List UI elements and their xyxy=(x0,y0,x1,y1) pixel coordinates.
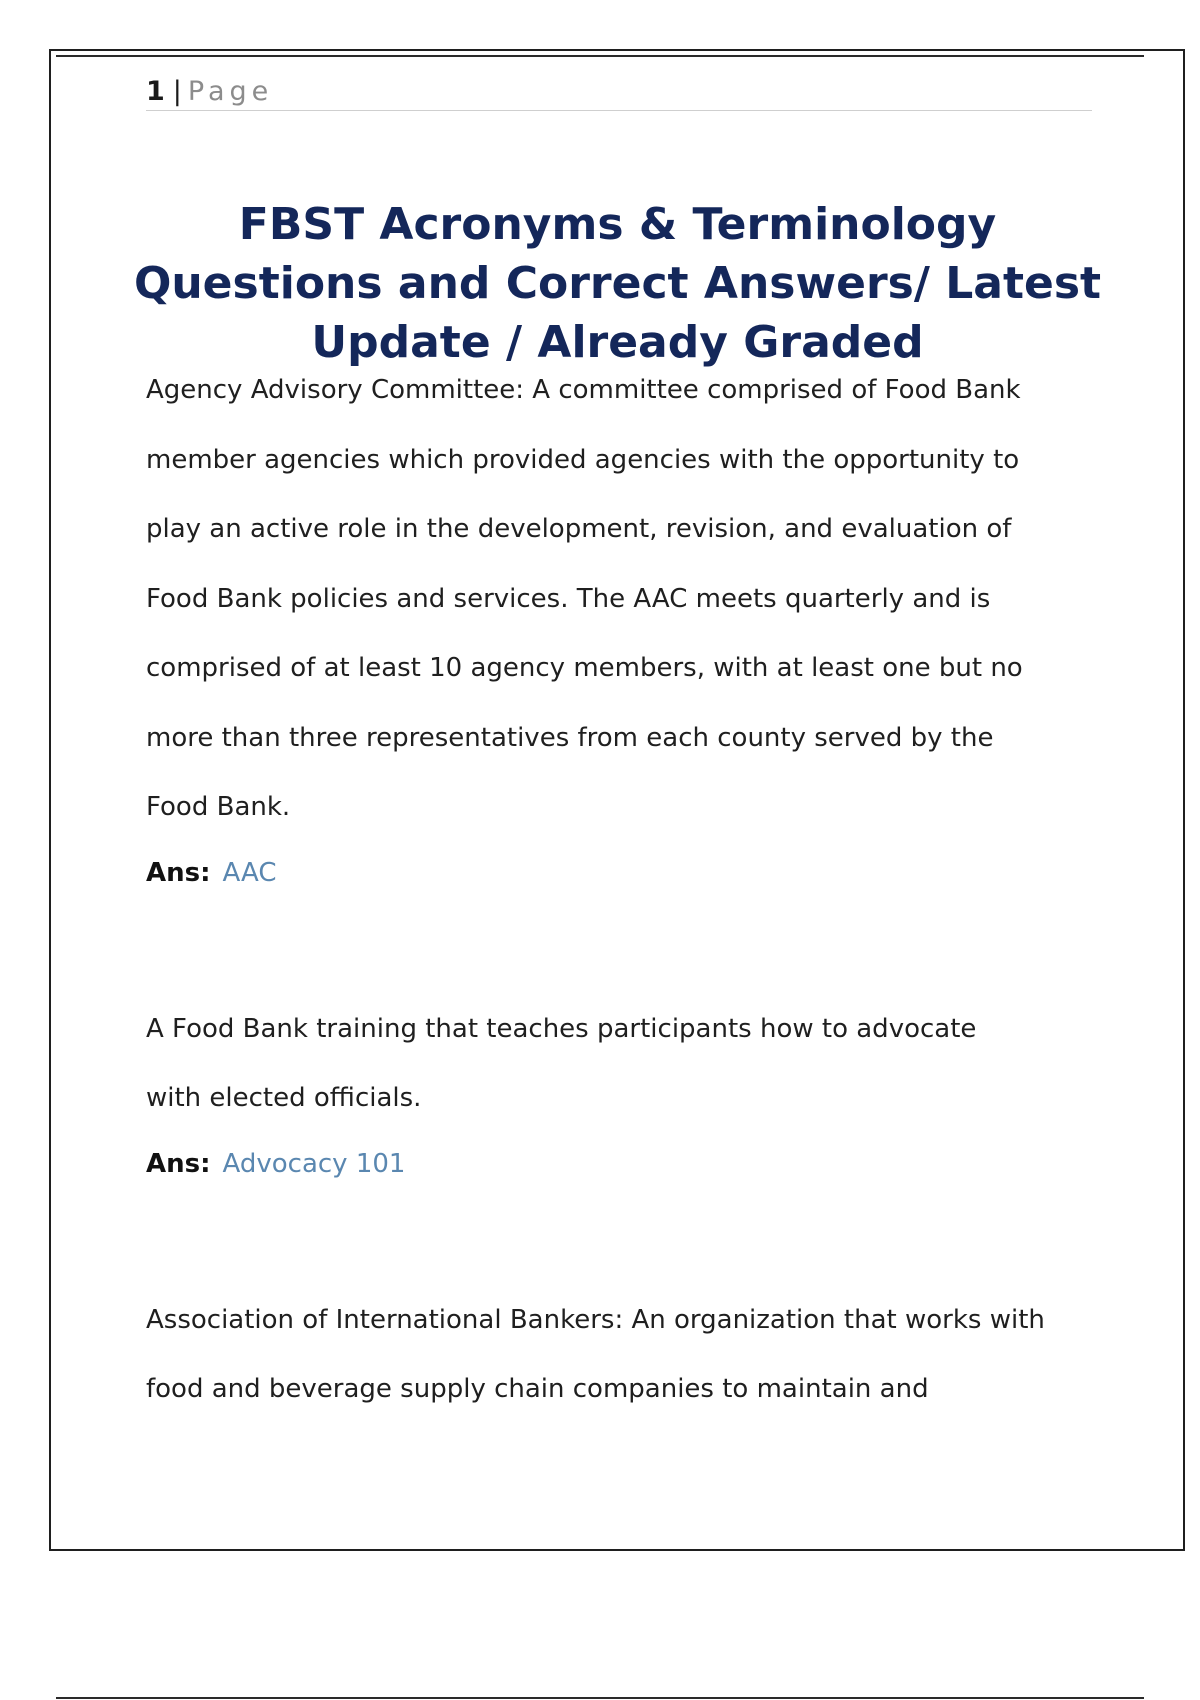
page-label: Page xyxy=(187,76,274,107)
question-text: A Food Bank training that teaches participants how to advocate with elected officials. xyxy=(146,1013,977,1113)
answer-line xyxy=(146,1144,1106,1184)
answer-value: AAC xyxy=(222,857,277,888)
page-number: 1 xyxy=(146,76,165,107)
spacer xyxy=(146,1184,1106,1286)
page-header xyxy=(146,74,1092,111)
question-text: Agency Advisory Committee: A committee comprised of Food Bank member agencies which provided agencies with the opportunity to play an active role in the development, revision, and evaluation of Food Bank policies and services. The AAC meets quarterly and is comprised of at least 10 agency members, with at least one but no more than three representatives from each county served by the Food Bank. xyxy=(146,375,1023,822)
page-separator: | xyxy=(172,76,182,107)
qa-entry-1 xyxy=(146,356,1106,893)
answer-label: Ans: xyxy=(146,857,211,888)
answer-line xyxy=(146,853,1106,893)
next-page-top-rule xyxy=(56,1697,1144,1699)
spacer xyxy=(146,893,1106,995)
question-text: Association of International Bankers: An organization that works with food and beverage supply chain companies to maintain and xyxy=(146,1304,1045,1404)
document-title: FBST Acronyms & Terminology Questions and Correct Answers/ Latest Update / Already Graded xyxy=(133,199,1102,368)
qa-entry-3 xyxy=(146,1286,1106,1425)
answer-label: Ans: xyxy=(146,1148,211,1179)
qa-entry-2 xyxy=(146,995,1106,1184)
answer-value: Advocacy 101 xyxy=(222,1148,406,1179)
document-body xyxy=(146,356,1106,1425)
top-rule xyxy=(56,55,1144,57)
